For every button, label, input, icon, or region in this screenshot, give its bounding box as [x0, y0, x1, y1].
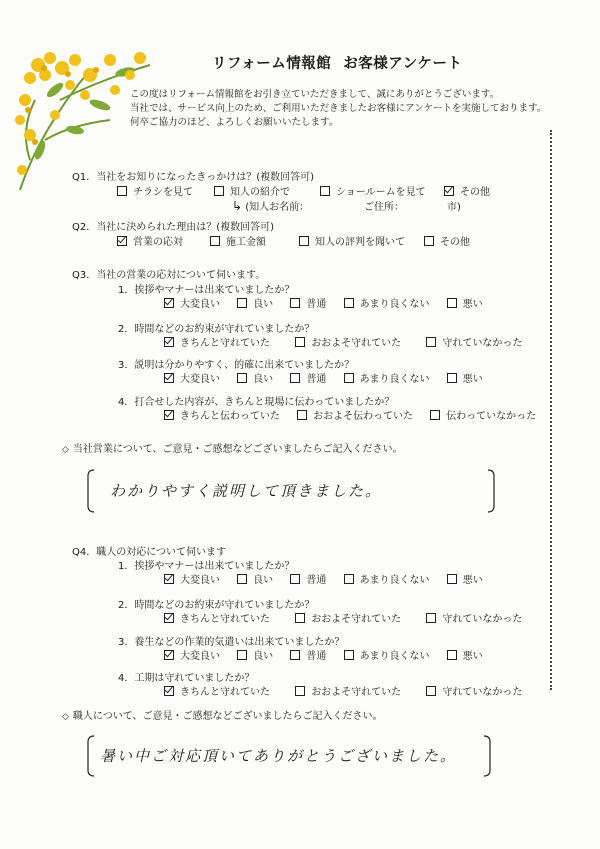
- checkbox[interactable]: [295, 337, 305, 347]
- q3-sub3-options: [164, 370, 497, 385]
- option[interactable]: 悪い: [447, 575, 483, 586]
- checkbox[interactable]: [290, 298, 300, 308]
- option[interactable]: 大変良い: [164, 651, 220, 662]
- option[interactable]: 伝わっていなかった: [430, 411, 536, 422]
- q3-sub4-question: 4．打合せした内容が、きちんと現場に伝わっていましたか？: [118, 397, 395, 408]
- q4-sub1-question: 1．挨拶やマナーは出来ていましたか？: [118, 561, 295, 572]
- checkbox[interactable]: [447, 650, 457, 660]
- option[interactable]: 普通: [290, 651, 326, 662]
- checkbox[interactable]: [426, 686, 436, 696]
- checkbox[interactable]: [447, 574, 457, 584]
- checkbox[interactable]: [117, 186, 127, 196]
- intro-line-2: 当社では、サービス向上のため、ご利用いただきましたお客様にアンケートを実施しております。: [130, 103, 547, 114]
- q4-sub2-options: [164, 610, 536, 625]
- checkbox[interactable]: [297, 410, 307, 420]
- checkbox[interactable]: [344, 650, 354, 660]
- arrow-icon: ↳: [232, 199, 243, 213]
- q1-referrer-row: ↳ (知人お名前：: [232, 199, 310, 213]
- option[interactable]: あまり良くない: [344, 651, 430, 662]
- option[interactable]: きちんと守れていた: [164, 687, 270, 698]
- checkbox[interactable]: [426, 613, 436, 623]
- checkbox-checked[interactable]: [164, 410, 174, 420]
- checkbox[interactable]: [430, 410, 440, 420]
- q3-label: Q3．当社の営業の応対について伺います。: [72, 270, 266, 281]
- q2-option-1[interactable]: 営業の応対: [117, 233, 183, 248]
- checkbox[interactable]: [344, 574, 354, 584]
- q4-sub3-question: 3．養生などの作業的気遣いは出来ていましたか？: [118, 637, 345, 648]
- q1-option-2[interactable]: 知人の紹介で: [214, 183, 290, 198]
- checkbox[interactable]: [214, 186, 224, 196]
- checkbox-checked[interactable]: [164, 337, 174, 347]
- checkbox[interactable]: [299, 236, 309, 246]
- checkbox[interactable]: [344, 373, 354, 383]
- diamond-icon: ◇: [62, 712, 69, 722]
- q2-option-3[interactable]: 知人の評判を聞いて: [299, 233, 405, 248]
- checkbox[interactable]: [237, 574, 247, 584]
- option[interactable]: おおよそ守れていた: [295, 614, 401, 625]
- q4-sub4-options: [164, 683, 536, 698]
- option[interactable]: きちんと伝わっていた: [164, 411, 280, 422]
- checkbox[interactable]: [290, 574, 300, 584]
- q2-option-2[interactable]: 施工金額: [210, 233, 266, 248]
- diamond-icon: ◇: [62, 445, 69, 455]
- option[interactable]: あまり良くない: [344, 374, 430, 385]
- option[interactable]: 守れていなかった: [426, 614, 522, 625]
- q4-comment-prompt: ◇ 職人について、ご意見・ご感想などございましたらご記入ください。: [62, 711, 383, 722]
- q4-sub3-options: [164, 647, 497, 662]
- checkbox[interactable]: [320, 186, 330, 196]
- q3-comment-prompt: ◇ 当社営業について、ご意見・ご感想などございましたらご記入ください。: [62, 444, 403, 455]
- option[interactable]: 良い: [237, 299, 273, 310]
- q1-option-1[interactable]: チラシを見て: [117, 183, 193, 198]
- checkbox[interactable]: [344, 298, 354, 308]
- option[interactable]: おおよそ守れていた: [295, 338, 401, 349]
- checkbox-checked[interactable]: [164, 650, 174, 660]
- option[interactable]: 良い: [237, 374, 273, 385]
- checkbox[interactable]: [447, 373, 457, 383]
- option[interactable]: 普通: [290, 374, 326, 385]
- q3-sub3-question: 3．説明は分かりやすく、的確に出来ていましたか？: [118, 360, 355, 371]
- checkbox-checked[interactable]: [444, 186, 454, 196]
- option[interactable]: 守れていなかった: [426, 687, 522, 698]
- option[interactable]: きちんと守れていた: [164, 338, 270, 349]
- q4-sub2-question: 2．時間などのお約束が守れていましたか？: [118, 600, 315, 611]
- checkbox[interactable]: [237, 650, 247, 660]
- checkbox[interactable]: [426, 337, 436, 347]
- checkbox[interactable]: [424, 236, 434, 246]
- q2-option-4[interactable]: その他: [424, 233, 470, 248]
- checkbox-checked[interactable]: [164, 686, 174, 696]
- q1-option-4[interactable]: その他: [444, 183, 490, 198]
- q1-option-3[interactable]: ショールームを見て: [320, 183, 426, 198]
- checkbox[interactable]: [295, 686, 305, 696]
- option[interactable]: 普通: [290, 575, 326, 586]
- option[interactable]: 良い: [237, 651, 273, 662]
- checkbox[interactable]: [290, 373, 300, 383]
- q2-label: Q2．当社に決められた理由は？(複数回答可): [72, 222, 275, 233]
- option[interactable]: おおよそ守れていた: [295, 687, 401, 698]
- q3-sub2-options: [164, 334, 536, 349]
- intro-line-3: 何卒ご協力のほど、よろしくお願いいたします。: [130, 117, 339, 128]
- q1-address-label: ご住所：: [364, 202, 404, 213]
- checkbox-checked[interactable]: [117, 236, 127, 246]
- option[interactable]: 大変良い: [164, 299, 220, 310]
- option[interactable]: あまり良くない: [344, 299, 430, 310]
- option[interactable]: 大変良い: [164, 575, 220, 586]
- checkbox-checked[interactable]: [164, 373, 174, 383]
- q1-label: Q1．当社をお知りになったきっかけは？(複数回答可): [72, 172, 315, 183]
- q3-sub1-question: 1．挨拶やマナーは出来ていましたか？: [118, 285, 295, 296]
- q3-sub2-question: 2．時間などのお約束が守れていましたか？: [118, 324, 315, 335]
- q1-address-suffix: 市): [447, 202, 461, 213]
- checkbox[interactable]: [210, 236, 220, 246]
- q3-comment-handwritten[interactable]: わかりやすく説明して頂きました。: [110, 482, 383, 500]
- q3-sub1-options: [164, 295, 497, 310]
- checkbox-checked[interactable]: [164, 613, 174, 623]
- checkbox[interactable]: [447, 298, 457, 308]
- intro-line-1: この度はリフォーム情報館をお引き立ていただきまして、誠にありがとうございます。: [130, 89, 500, 100]
- option[interactable]: 大変良い: [164, 374, 220, 385]
- right-dotted-guide: [550, 130, 552, 690]
- option[interactable]: 悪い: [447, 299, 483, 310]
- checkbox-checked[interactable]: [164, 574, 174, 584]
- checkbox-checked[interactable]: [164, 298, 174, 308]
- option[interactable]: 普通: [290, 299, 326, 310]
- q4-sub4-question: 4．工期は守れていましたか？: [118, 673, 255, 684]
- q4-label: Q4．職人の対応について伺います: [72, 547, 227, 558]
- checkbox[interactable]: [295, 613, 305, 623]
- q4-comment-handwritten[interactable]: 暑い中ご対応頂いてありがとうございました。: [100, 747, 458, 765]
- q3-sub4-options: [164, 407, 536, 422]
- option[interactable]: あまり良くない: [344, 575, 430, 586]
- checkbox[interactable]: [237, 373, 247, 383]
- option[interactable]: 良い: [237, 575, 273, 586]
- option[interactable]: 悪い: [447, 374, 483, 385]
- option[interactable]: おおよそ伝わっていた: [297, 411, 413, 422]
- checkbox[interactable]: [237, 298, 247, 308]
- checkbox[interactable]: [290, 650, 300, 660]
- page-title: リフォーム情報館 お客様アンケート: [212, 56, 463, 72]
- q4-sub1-options: [164, 571, 497, 586]
- option[interactable]: 守れていなかった: [426, 338, 522, 349]
- option[interactable]: きちんと守れていた: [164, 614, 270, 625]
- option[interactable]: 悪い: [447, 651, 483, 662]
